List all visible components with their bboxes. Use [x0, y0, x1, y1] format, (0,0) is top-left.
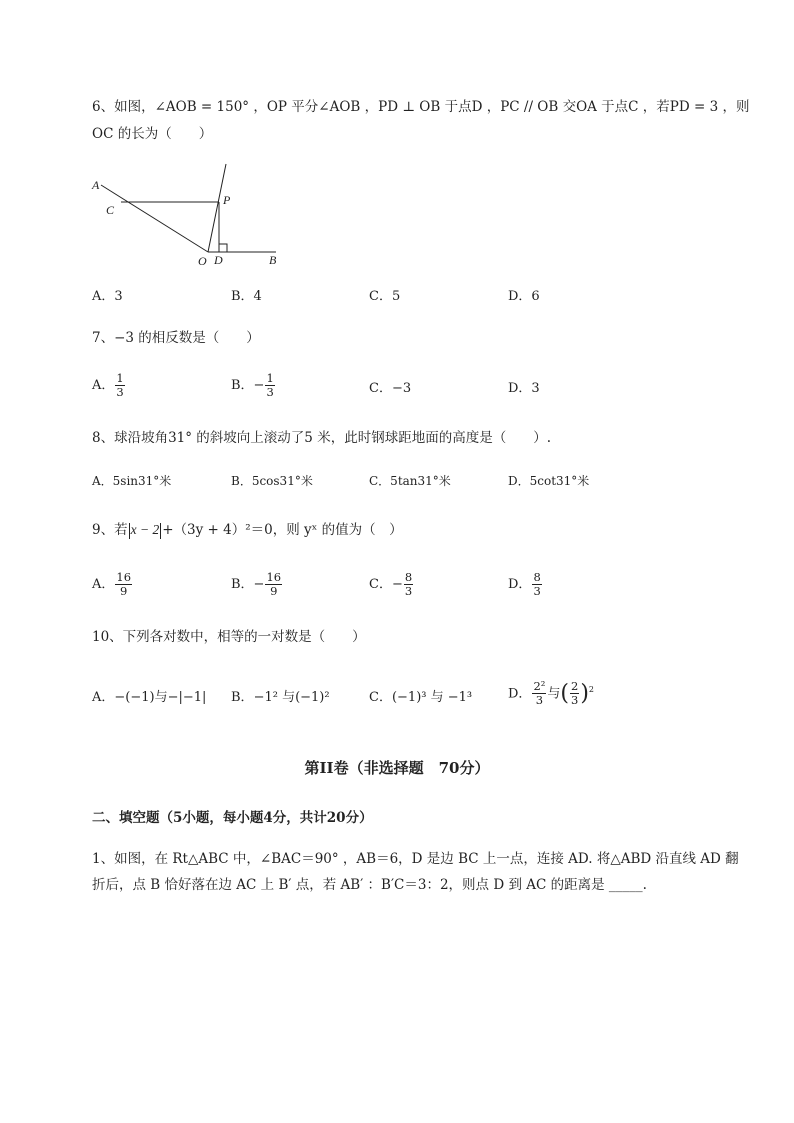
- q10-c-label: C．: [369, 690, 392, 705]
- q10-d-num: 2²: [533, 679, 546, 694]
- q9-d-den: 3: [533, 584, 541, 598]
- q7-b-label: B．−: [231, 378, 265, 393]
- q10-option-b: [231, 688, 330, 708]
- q9-abs-left: [129, 523, 130, 539]
- q7-a-fraction: [115, 372, 124, 399]
- q10-d-rparen: ): [580, 680, 589, 706]
- label-b: B: [269, 253, 277, 267]
- q8-text: 8、球沿坡角31° 的斜坡向上滚动了5 米，此时钢球距地面的高度是（ ）.: [92, 430, 551, 446]
- q8-option-d: D．5cot31°米: [508, 474, 590, 488]
- q10-text: 10、下列各对数中，相等的一对数是（ ）: [92, 629, 366, 645]
- q7-a-den: 3: [116, 385, 124, 399]
- q7-a-num: 1: [116, 371, 124, 385]
- q9-b-fraction: [265, 571, 282, 598]
- ray-oa: [101, 185, 208, 252]
- q10-option-c: [369, 688, 472, 708]
- fill1-line1: 1、如图，在 Rt△ABC 中，∠BAC＝90° ，AB＝6，D 是边 BC 上一点，连接 AD. 将△ABD 沿直线 AD 翻: [92, 851, 739, 867]
- q10-option-a: A．−(−1)与−|−1|: [92, 690, 207, 705]
- q9-pre: 9、若: [92, 522, 128, 538]
- q6-option-b: B．4: [231, 289, 262, 304]
- q10-d-fraction1: [532, 680, 546, 707]
- q10-d-label: D．: [508, 686, 532, 702]
- q10-d-den2: 3: [570, 693, 579, 708]
- q9-option-b: [231, 571, 283, 598]
- q9-a-num: 16: [116, 570, 132, 584]
- q7-b-den: 3: [266, 385, 274, 399]
- label-d: D: [214, 253, 223, 267]
- q10-d-den: 3: [535, 693, 544, 708]
- q9-d-label: D．: [508, 577, 532, 592]
- q6-option-d: D．6: [508, 289, 540, 304]
- q8-option-a: A．5sin31°米: [92, 474, 172, 488]
- q7-option-b: [231, 372, 276, 399]
- q10-d-num2: 2: [570, 679, 579, 694]
- part2-title: 第II卷（非选择题 70分）: [304, 759, 490, 777]
- q10-d-exp: 2: [588, 685, 594, 694]
- q6-option-c: C．5: [369, 289, 401, 304]
- q9-a-den: 9: [120, 584, 128, 598]
- q9-a-fraction: [115, 571, 132, 598]
- q9-b-label: B．−: [231, 577, 265, 592]
- q7-option-d: D．3: [508, 381, 540, 396]
- q9-b-num: 16: [266, 570, 282, 584]
- label-c: C: [106, 203, 115, 217]
- label-p: P: [223, 193, 231, 207]
- q8-option-b: B．5cos31°米: [231, 474, 313, 488]
- q6-option-a: A．3: [92, 289, 123, 304]
- fill1-line2: 折后，点 B 恰好落在边 AC 上 B′ 点，若 AB′ ：B′C＝3：2，则点 D 到 AC 的距离是 _____.: [92, 877, 647, 893]
- q6-figure: [88, 158, 288, 270]
- q9-post: +（3y + 4）²＝0，则 yˣ 的值为（ ）: [162, 522, 403, 538]
- q9-option-c: [369, 571, 414, 598]
- q9-d-fraction: [532, 571, 541, 598]
- q6-line2: OC 的长为（ ）: [92, 126, 213, 142]
- q10-d-mid: 与: [547, 686, 561, 702]
- q7-text: 7、−3 的相反数是（ ）: [92, 330, 260, 346]
- label-a: A: [92, 178, 100, 192]
- q9-option-d: [508, 571, 543, 598]
- section2-heading: 二、填空题（5小题，每小题4分，共计20分）: [92, 810, 373, 826]
- q9-c-label: C．−: [369, 577, 403, 592]
- q6-line1: 6、如图，∠AOB = 150° ，OP 平分∠AOB ，PD ⊥ OB 于点D ，PC // OB 交OA 于点C ，若PD = 3 ，则: [92, 99, 750, 115]
- q9-c-fraction: [404, 571, 413, 598]
- q9-abs-inner: x − 2: [130, 522, 160, 537]
- q10-d-lparen: (: [560, 680, 569, 706]
- q10-option-d: [508, 680, 594, 707]
- q9-c-den: 3: [404, 584, 413, 598]
- q10-c-expr: (−1)³ 与 −1³: [391, 690, 473, 705]
- q10-b-label: B．: [231, 690, 254, 705]
- ray-op: [208, 164, 226, 252]
- q9-a-label: A．: [92, 577, 115, 592]
- q9-c-num: 8: [404, 570, 413, 584]
- q9-option-a: [92, 571, 133, 598]
- q7-option-c: C．−3: [369, 381, 412, 396]
- q10-b-expr: −1² 与(−1)²: [253, 690, 330, 705]
- q7-option-a: [92, 372, 126, 399]
- q9-text: [92, 520, 403, 540]
- q8-option-c: C．5tan31°米: [369, 474, 451, 488]
- q10-d-fraction2: [570, 680, 579, 707]
- q7-a-label: A．: [92, 378, 115, 393]
- q7-b-num: 1: [266, 371, 274, 385]
- right-angle-mark: [219, 244, 227, 252]
- q9-d-num: 8: [533, 570, 541, 584]
- label-o: O: [198, 254, 207, 268]
- q9-b-den: 9: [270, 584, 278, 598]
- q7-b-fraction: [265, 372, 274, 399]
